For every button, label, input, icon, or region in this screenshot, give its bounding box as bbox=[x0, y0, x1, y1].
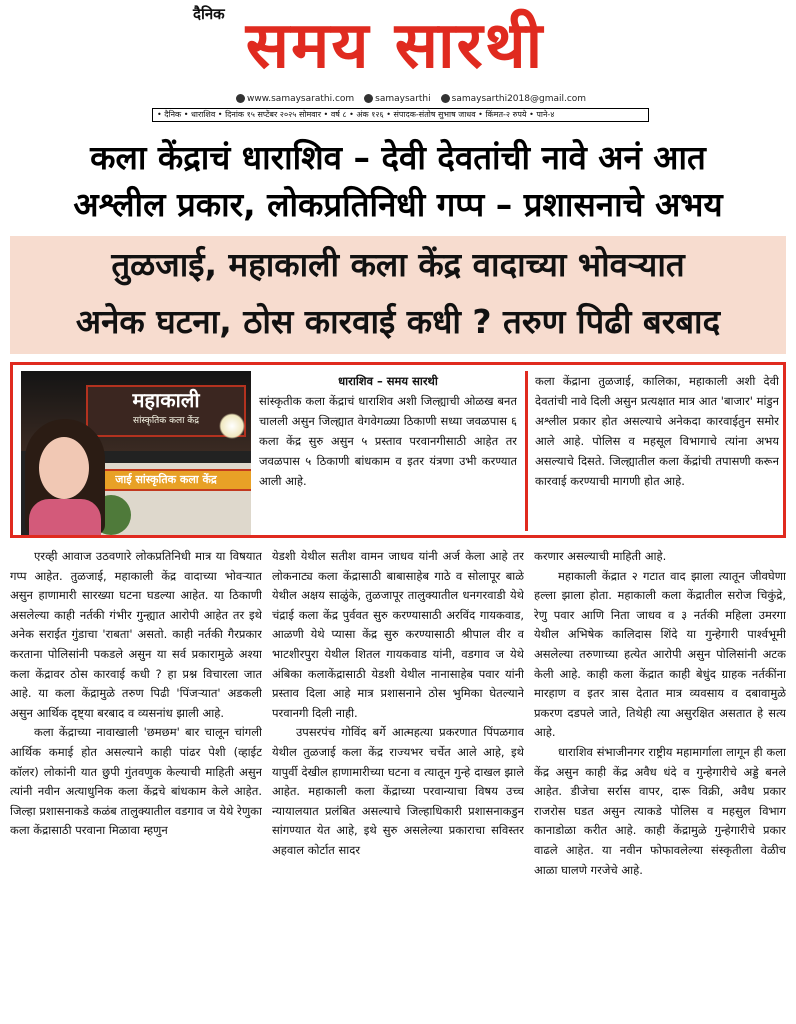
secondary-headline-line1: तुळजाई, महाकाली कला केंद्र वादाच्या भोवऱ्यात bbox=[111, 245, 685, 284]
secondary-headline-line2: अनेक घटना, ठोस कारवाई कधी ? तरुण पिढी बरबाद bbox=[75, 302, 721, 341]
dateline: धाराशिव – समय सारथी bbox=[338, 374, 438, 388]
paragraph: कला केंद्राच्या नावाखाली 'छमछम' बार चालून चांगली आर्थिक कमाई होत असल्याने काही पांढर पेशी (व्हाईट कॉलर) लोकांनी यात छुपी गुंतवणुक केल्याची माहिती असुन त्यांनी नवीन अत्याधुनिक कला केंद्रचे बांधकाम केले आहेत. जिल्हा प्रशासनाकडे कळंब तालुक्यातील वडगाव ज येथे रेणुका कला केंद्रासाठी परवाना मिळावा म्हणुन bbox=[10, 725, 262, 838]
article-body bbox=[10, 547, 786, 1019]
facebook-icon bbox=[364, 94, 373, 103]
masthead bbox=[0, 0, 796, 125]
paragraph: धाराशिव संभाजीनगर राष्ट्रीय महामार्गाला लागून ही कला केंद्र असुन काही केंद्र अवैध धंदे व गुन्हेगारीचे अड्डे बनले आहेत. डीजेचा सर्रास वापर, दारू विक्री, अवैध प्रकार राजरोस घडत असुन त्याकडे पोलिस व महसुल विभाग कानाडोळा करीत आहे. काही केंद्रामुळे गुन्हेगारीचे प्रकार वाढले आहेत. या नवीन फोफावलेल्या संस्कृतीला वेळीच आळा घालणे गरजेचे आहे. bbox=[534, 744, 786, 877]
newspaper-title: समय सारथी bbox=[245, 9, 545, 83]
news-photo bbox=[21, 371, 251, 535]
photo-signboard: महाकाली सांस्कृतिक कला केंद्र bbox=[86, 385, 246, 437]
feature-side-text: कला केंद्राना तुळजाई, कालिका, महाकाली अशी देवी देवतांची नावे दिली असुन प्रत्यक्षात मात्र आत 'बाजार' मांडुन अश्लील प्रकार होत असल्याचे अनेकदा कारवाईतुन समोर आले आहे. पोलिस व महसूल विभागाचे त्यांना अभय असल्याचे दिसते. जिल्ह्यातील कला केंद्रांची तपासणी करून कारवाई करण्याची मागणी होत आहे. bbox=[535, 374, 779, 488]
primary-headline-line2: अश्लील प्रकार, लोकप्रतिनिधी गप्प – प्रशासनाचे अभय bbox=[73, 185, 723, 224]
email-link[interactable]: samaysarthi2018@gmail.com bbox=[441, 94, 586, 104]
secondary-headline bbox=[10, 236, 786, 354]
lamp-light bbox=[219, 413, 245, 439]
body-column-1 bbox=[10, 547, 262, 1019]
body-column-2 bbox=[272, 547, 524, 1019]
paragraph: एरव्ही आवाज उठवणारे लोकप्रतिनिधी मात्र या विषयात गप्प आहेत. तुळजाई, महाकाली केंद्र वादाच्या भोवऱ्यात असुन हाणामारी सारख्या घटना घडल्या आहेत. या ठिकाणी असलेल्या काही नर्तकी गंभीर गुन्ह्यात आरोपी आहेत तर इथे अनेक सराईत गुंडाचा 'राबता' असतो. काही नर्तकी गैरप्रकार करताना पोलिसांनी पकडले असुन या सर्व प्रकारामुळे अश्या कला केंद्रावर ठोस कारवाई कधी ? हा प्रश्न विचारला जात आहे. या कला केंद्रामुळे तरुण पिढी 'पिंजऱ्यात' अडकली असुन आर्थिक दृष्ट्या बरबाद व व्यसनांध झाली आहे. bbox=[10, 549, 262, 720]
masthead-small-label: दैनिक bbox=[193, 5, 225, 23]
social-handle[interactable]: samaysarthi bbox=[364, 94, 430, 104]
paragraph: करणार असल्याची माहिती आहे. bbox=[534, 549, 667, 563]
contact-strip bbox=[236, 92, 616, 106]
primary-headline bbox=[10, 134, 786, 230]
lead-text: सांस्कृतीक कला केंद्राचं धाराशिव अशी जिल्ह्याची ओळख बनत चालली असुन जिल्ह्यात वेगवेगळ्या ठिकाणी सध्या जवळपास ६ कला केंद्र सुरु असुन ५ प्रस्ताव परवानगीसाठी आहेत तर जवळपास ५ ठिकाणी बांधकाम व इतर यंत्रणा उभी करण्यात आली आहे. bbox=[259, 394, 517, 488]
website-link[interactable]: www.samaysarathi.com bbox=[236, 94, 354, 104]
email-icon bbox=[441, 94, 450, 103]
feature-lead bbox=[259, 371, 517, 531]
photo-lower-signboard: जाई सांस्कृतिक कला केंद्र bbox=[81, 469, 251, 491]
column-divider bbox=[525, 371, 528, 531]
primary-headline-line1: कला केंद्राचं धाराशिव – देवी देवतांची नावे अनं आत bbox=[90, 138, 706, 177]
feature-box bbox=[10, 362, 786, 538]
body-column-3 bbox=[534, 547, 786, 1019]
paragraph: उपसरपंच गोविंद बर्गे आत्महत्या प्रकरणात पिंपळगाव येथील तुळजाई कला केंद्र राज्यभर चर्चेत आले आहे, इथे यापुर्वी देखील हाणामारीच्या घटना व त्यातून गुन्हे दाखल झाले आहेत. महाकाली कला केंद्राच्या परवान्याचा विषय उच्च न्यायालयात प्रलंबित असल्याचे जिल्हाधिकारी प्रशासनाकडुन सांगण्यात येत आहे, इथे सुरु असलेल्या प्रकाराचा सविस्तर अहवाल कोर्टात सादर bbox=[272, 725, 524, 857]
paragraph: येडशी येथील सतीश वामन जाधव यांनी अर्ज केला आहे तर लोकनाट्य कला केंद्रासाठी बाबासाहेब गाठे व सोलापूर बाळे येथील अक्षय साळुंके, तुळजापूर तालुक्यातील धनगरवाडी येथे चंद्राई कला केंद्र पुर्ववत सुरु करण्यासाठी अरविंद गायकवाड, आळणी येथे प्यासा केंद्र सुरु करण्यासाठी श्रीपाल वीर व भाटशीरपुरा येथील शितल गायकवाड यांनी, वडगाव ज येथे अंबिका कलाकेंद्रासाठी येडशी येथील नानासाहेब पवार यांनी प्रस्ताव दिला आहे मात्र प्रशासनाने ठोस भुमिका घेतल्याने परवानगी दिली नाही. bbox=[272, 549, 524, 720]
paragraph: महाकाली केंद्रात २ गटात वाद झाला त्यातून जीवघेणा हल्ला झाला होता. महाकाली कला केंद्रातील सरोज चिकुंद्रे, रेणु पवार आणि निता जाधव व ३ नर्तकी महिला उमरगा येथील अभिषेक कालिदास शिंदे या गुन्हेगारी पार्श्वभूमी असलेल्या तरुणाच्या हत्येत आरोपी असुन पोलिसांनी अटक केली आहे. काही कला केंद्रात काही बेधुंद ग्राहक नर्तकींना मारहाण व इतर त्रास देतात मात्र व्यवसाय व दबावामुळे प्रकरण दडपले जाते, तिथेही त्या असुरक्षित असतात हे सत्य आहे. bbox=[534, 568, 786, 740]
globe-icon bbox=[236, 94, 245, 103]
issue-info-bar: • दैनिक • धाराशिव • दिनांक १५ सप्टेंबर २०२५ सोमवार • वर्ष ८ • अंक १२६ • संपादक-संतोष सुभाष जाधव • किंमत-२ रुपये • पाने-४ bbox=[152, 108, 649, 122]
